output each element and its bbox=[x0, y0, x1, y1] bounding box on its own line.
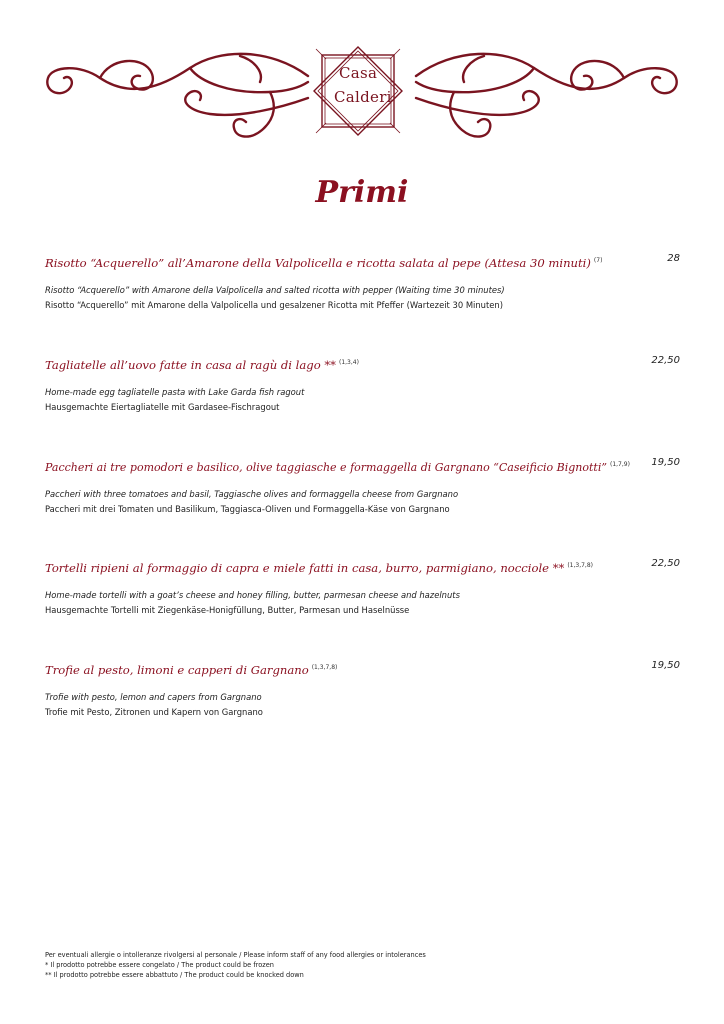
dish-description-de: Paccheri mit drei Tomaten und Basilikum, Taggiasca-Oliven und Formaggella-Käse von Gargnano bbox=[45, 504, 450, 514]
dish-description-de: Hausgemachte Tortelli mit Ziegenkäse-Honigfüllung, Butter, Parmesan und Haselnüsse bbox=[45, 605, 410, 615]
dish-description-de: Hausgemachte Eiertagliatelle mit Gardasee-Fischragout bbox=[45, 402, 280, 412]
dish-price: 19,50 bbox=[651, 457, 680, 468]
dish-description-en: Trofie with pesto, lemon and capers from Gargnano bbox=[45, 692, 262, 702]
logo-text-line2: Calderi bbox=[334, 88, 392, 106]
dish-item bbox=[45, 354, 685, 412]
dish-allergens: (1,7,9) bbox=[609, 461, 630, 469]
dish-allergens: (1,3,4) bbox=[338, 359, 359, 367]
dish-name-text: Paccheri ai tre pomodori e basilico, olive taggiasche e formaggella di Gargnano “Caseificio Bignotti” bbox=[45, 461, 607, 474]
dish-description-de: Risotto “Acquerello” mit Amarone della Valpolicella und gesalzener Ricotta mit Pfeffer (Wartezeit 30 Minuten) bbox=[45, 300, 503, 310]
dish-description-en: Home-made tortelli with a goat’s cheese and honey filling, butter, parmesan cheese and hazelnuts bbox=[45, 590, 460, 600]
dish-allergens: (7) bbox=[593, 257, 603, 265]
dish-description-en: Risotto “Acquerello” with Amarone della Valpolicella and salted ricotta with pepper (Waiting time 30 minutes) bbox=[45, 285, 505, 295]
dish-allergens: (1,3,7,8) bbox=[567, 562, 593, 570]
dish-price: 22,50 bbox=[651, 355, 680, 366]
dish-item bbox=[45, 456, 685, 514]
dish-name-text: Risotto “Acquerello” all’Amarone della Valpolicella e ricotta salata al pepe (Attesa 30 minuti) bbox=[45, 256, 591, 270]
frozen-note: * Il prodotto potrebbe essere congelato / The product could be frozen bbox=[45, 961, 274, 969]
dish-price: 28 bbox=[667, 253, 680, 264]
dish-description-en: Home-made egg tagliatelle pasta with Lake Garda fish ragout bbox=[45, 387, 305, 397]
dish-price: 22,50 bbox=[651, 558, 680, 569]
dish-name-text: Trofie al pesto, limoni e capperi di Gargnano bbox=[45, 663, 309, 677]
logo-text-line1: Casa bbox=[339, 64, 378, 82]
dish-name bbox=[45, 358, 359, 372]
dish-allergens: (1,3,7,8) bbox=[311, 664, 338, 672]
dish-name-text: Tortelli ripieni al formaggio di capra e miele fatti in casa, burro, parmigiano, nocciole ** bbox=[45, 561, 565, 575]
dish-name bbox=[45, 461, 630, 474]
dish-description-de: Trofie mit Pesto, Zitronen und Kapern von Gargnano bbox=[45, 707, 263, 717]
dish-item bbox=[45, 659, 685, 717]
dish-item bbox=[45, 252, 685, 310]
allergy-note: Per eventuali allergie o intolleranze rivolgersi al personale / Please inform staff of any food allergies or intolerances bbox=[45, 951, 426, 959]
dish-name bbox=[45, 663, 337, 677]
dish-name bbox=[45, 256, 602, 270]
dish-name-text: Tagliatelle all’uovo fatte in casa al ragù di lago ** bbox=[45, 358, 336, 372]
dish-description-en: Paccheri with three tomatoes and basil, Taggiasche olives and formaggella cheese from Gargnano bbox=[45, 489, 459, 499]
footer-notes bbox=[45, 950, 685, 980]
dish-name bbox=[45, 561, 593, 575]
page-title: Primi bbox=[315, 175, 409, 210]
dish-price: 19,50 bbox=[651, 660, 680, 671]
dish-item bbox=[45, 557, 685, 615]
knocked-down-note: ** Il prodotto potrebbe essere abbattuto / The product could be knocked down bbox=[45, 971, 304, 979]
